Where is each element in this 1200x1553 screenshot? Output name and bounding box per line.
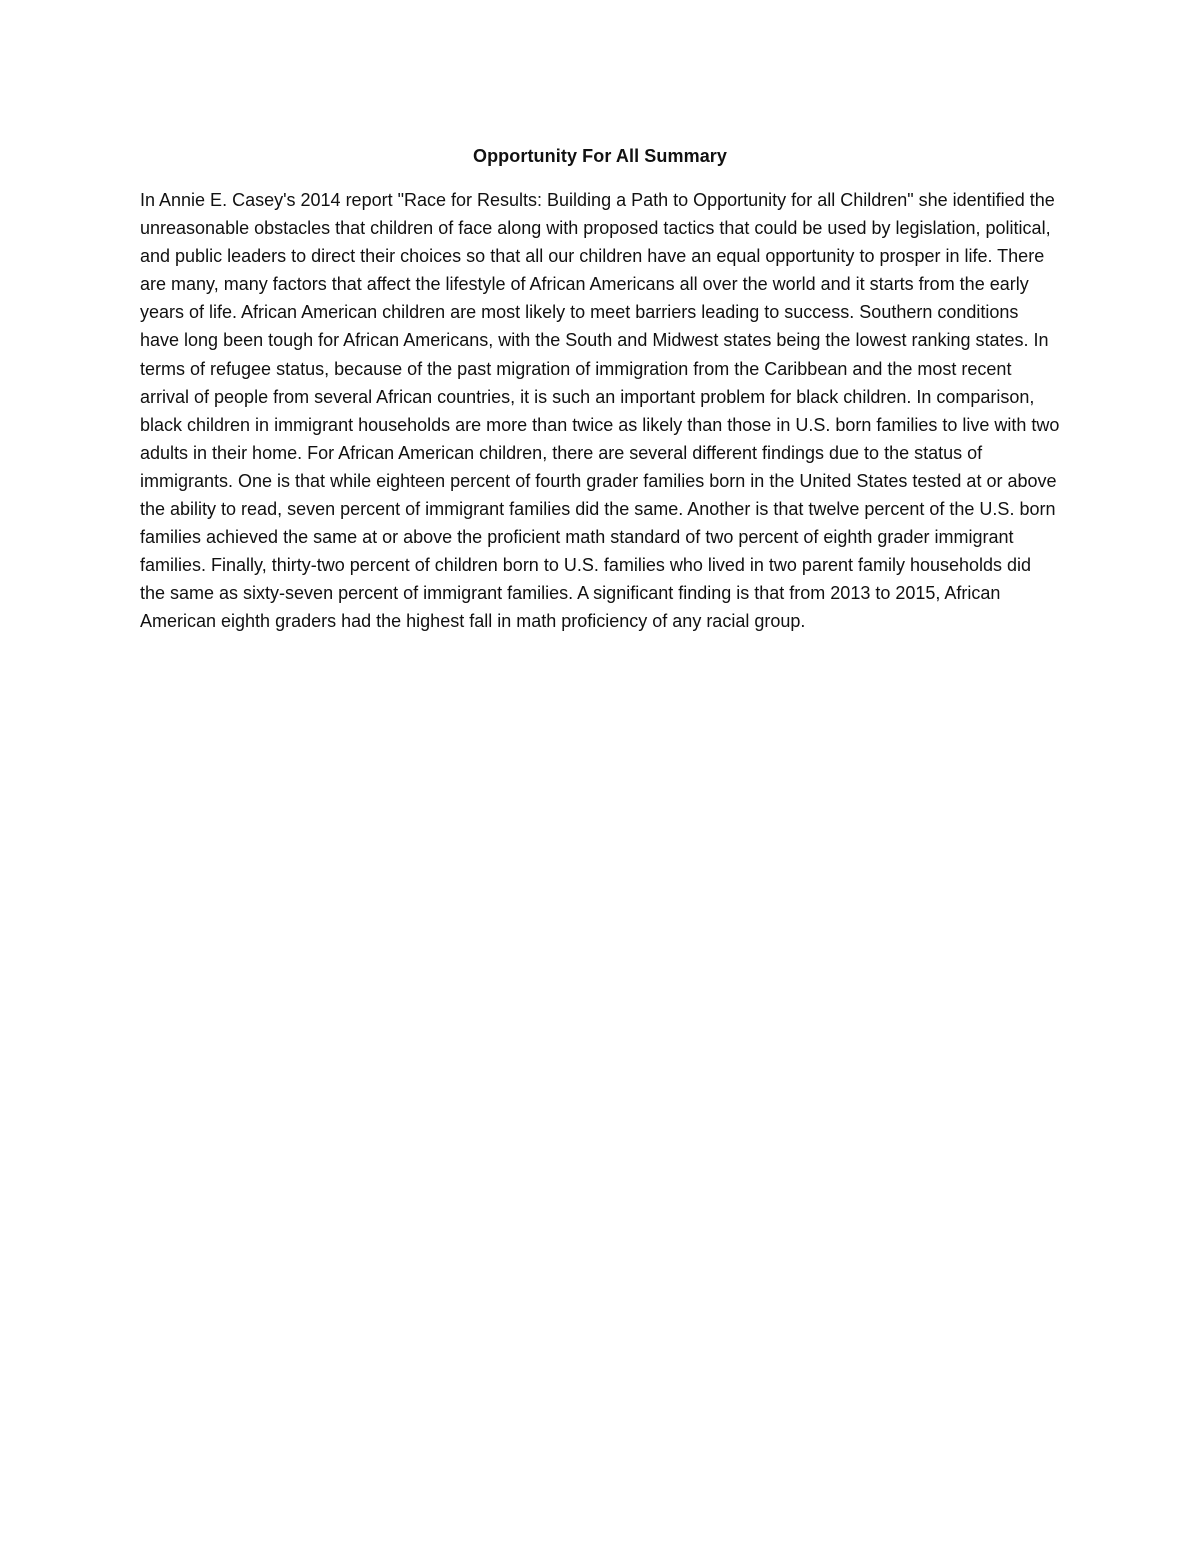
summary-paragraph: In Annie E. Casey's 2014 report "Race for Results: Building a Path to Opportunity for all Children" she identified the unreasonable obstacles that children of face along with proposed tactics that could be used by legislation, political, and public leaders to direct their choices so that all our children have an equal opportunity to prosper in life. There are many, many factors that affect the lifestyle of African Americans all over the world and it starts from the early years of life. African American children are most likely to meet barriers leading to success. Southern conditions have long been tough for African Americans, with the South and Midwest states being the lowest ranking states. In terms of refugee status, because of the past migration of immigration from the Caribbean and the most recent arrival of people from several African countries, it is such an important problem for black children. In comparison, black children in immigrant households are more than twice as likely than those in U.S. born families to live with two adults in their home. For African American children, there are several different findings due to the status of immigrants. One is that while eighteen percent of fourth grader families born in the United States tested at or above the ability to read, seven percent of immigrant families did the same. Another is that twelve percent of the U.S. born families achieved the same at or above the proficient math standard of two percent of eighth grader immigrant families. Finally, thirty-two percent of children born to U.S. families who lived in two parent family households did the same as sixty-seven percent of immigrant families. A significant finding is that from 2013 to 2015, African American eighth graders had the highest fall in math proficiency of any racial group. [140, 190, 1060, 632]
document-title: Opportunity For All Summary [472, 146, 728, 166]
